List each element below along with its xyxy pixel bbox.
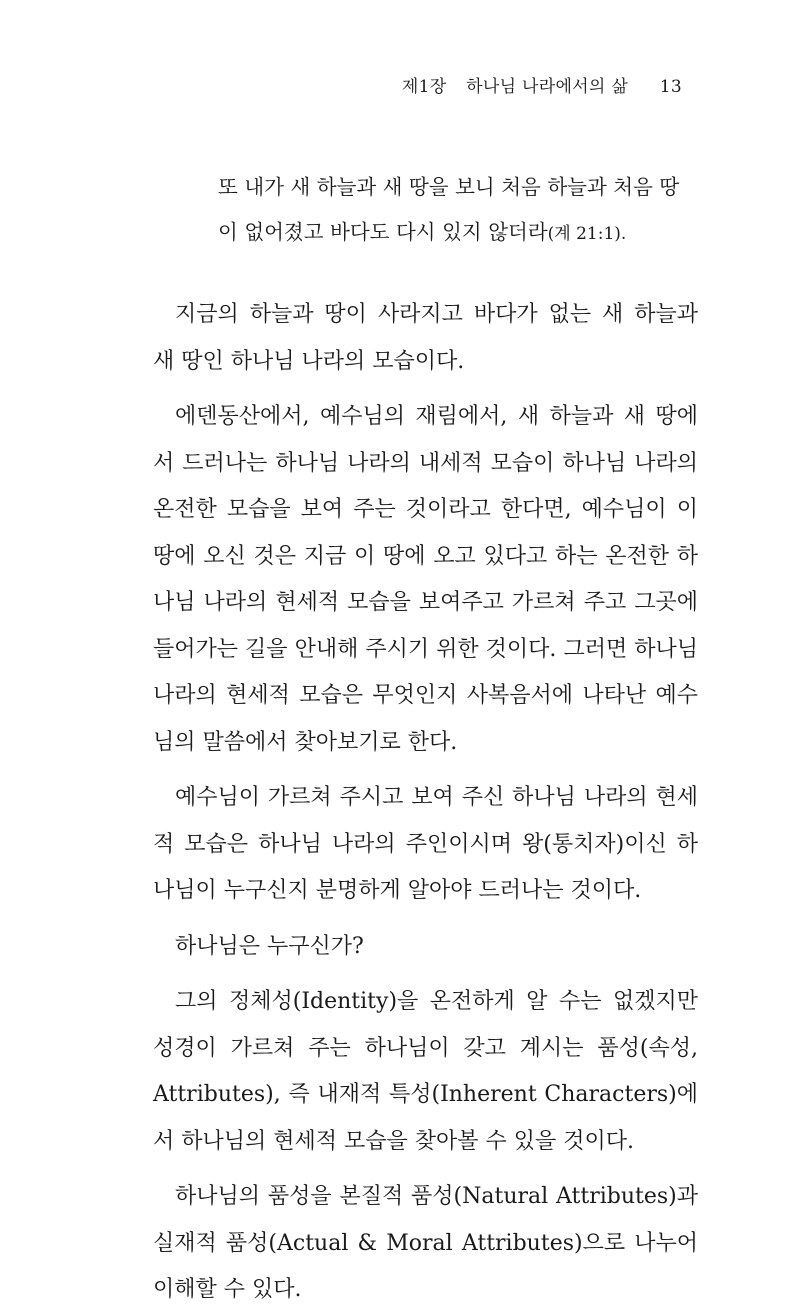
paragraph: 하나님의 품성을 본질적 품성(Natural Attributes)과 실재적 품성(Actual & Moral Attributes)으로 나누어 이해할 수 있다. [153,1184,698,1302]
quote-line [218,165,698,257]
paragraph: 그의 정체성(Identity)을 온전하게 알 수는 없겠지만 성경이 가르쳐 주는 하나님이 갖고 계시는 품성(속성, Attributes), 즉 내재적 특성(Inherent Characters)에서 하나님의 현세적 모습을 찾아볼 수 있을 것이다. [153,989,698,1154]
page-number: 13 [659,77,682,97]
chapter-title: 하나님 나라에서의 삶 [466,77,629,97]
quote-text: 또 내가 새 하늘과 새 땅을 보니 처음 하늘과 처음 땅이 없어졌고 바다도 다시 있지 않더라 [218,175,680,244]
body-text [153,292,698,1314]
running-head [402,72,682,97]
quote-reference: (계 21:1). [547,224,627,244]
paragraph: 예수님이 가르쳐 주시고 보여 주신 하나님 나라의 현세적 모습은 하나님 나라의 주인이시며 왕(통치자)이신 하나님이 누구신지 분명하게 알아야 드러나는 것이다. [153,785,698,903]
paragraph: 에덴동산에서, 예수님의 재림에서, 새 하늘과 새 땅에서 드러나는 하나님 나라의 내세적 모습이 하나님 나라의 온전한 모습을 보여 주는 것이라고 한다면, 예수님이 이 땅에 오신 것은 지금 이 땅에 오고 있다고 하는 온전한 하나님 나라의 현세적 모습을 보여주고 가르쳐 주고 그곳에 들어가는 길을 안내해 주시기 위한 것이다. 그러면 하나님 나라의 현세적 모습은 무엇인지 사복음서에 나타난 예수님의 말씀에서 찾아보기로 한다. [153,404,698,755]
chapter-label: 제1장 [401,77,447,97]
paragraph: 하나님은 누구신가? [175,933,364,959]
paragraph: 지금의 하늘과 땅이 사라지고 바다가 없는 새 하늘과 새 땅인 하나님 나라의 모습이다. [153,302,698,374]
scripture-quote [218,165,698,257]
